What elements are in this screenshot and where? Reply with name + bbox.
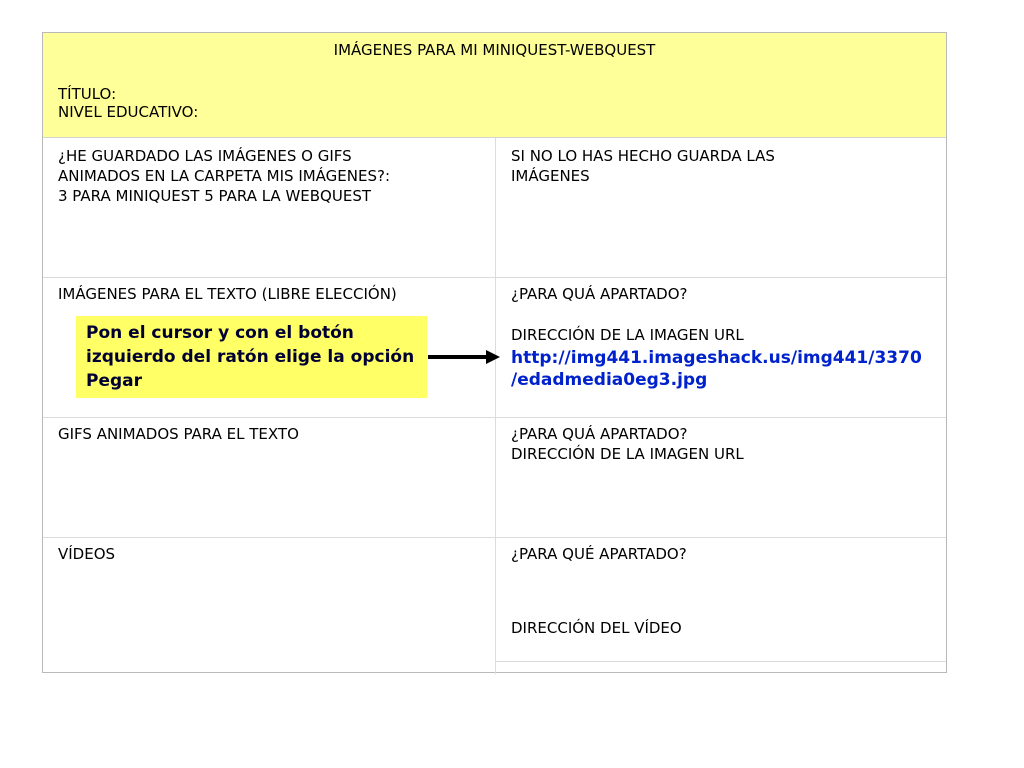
question-line: 3 PARA MINIQUEST 5 PARA LA WEBQUEST	[58, 187, 372, 205]
paste-instruction-note	[76, 316, 427, 398]
instruction-line: SI NO LO HAS HECHO GUARDA LAS	[511, 147, 775, 165]
image-url-line1[interactable]: http://img441.imageshack.us/img441/3370	[511, 348, 922, 368]
note-line: Pegar	[86, 371, 143, 391]
section-question: ¿PARA QUÉ APARTADO?	[511, 545, 687, 563]
question-line: ¿HE GUARDADO LAS IMÁGENES O GIFS	[58, 147, 352, 165]
row4-left-cell	[43, 538, 495, 674]
page-title: IMÁGENES PARA MI MINIQUEST-WEBQUEST	[333, 41, 656, 59]
row3-right-cell	[496, 418, 946, 537]
row1-right-cell	[496, 138, 946, 277]
image-url-link[interactable]	[511, 347, 936, 391]
row1-left-cell	[43, 138, 495, 277]
arrow-right-icon	[428, 349, 500, 365]
section-question: ¿PARA QUÁ APARTADO?	[511, 425, 688, 443]
gifs-label: GIFS ANIMADOS PARA EL TEXTO	[58, 425, 299, 443]
videos-label: VÍDEOS	[58, 545, 116, 563]
note-line: Pon el cursor y con el botón	[86, 323, 354, 343]
nivel-educativo-label: NIVEL EDUCATIVO:	[58, 103, 199, 121]
url-label: DIRECCIÓN DE LA IMAGEN URL	[511, 326, 744, 344]
video-url-label: DIRECCIÓN DEL VÍDEO	[511, 619, 682, 637]
section-question: ¿PARA QUÁ APARTADO?	[511, 285, 688, 303]
row-divider	[495, 661, 946, 662]
row3-left-cell	[43, 418, 495, 537]
image-url-line2[interactable]: /edadmedia0eg3.jpg	[511, 370, 708, 390]
header-section	[43, 33, 946, 138]
images-text-label: IMÁGENES PARA EL TEXTO (LIBRE ELECCIÓN)	[58, 285, 397, 303]
instruction-line: IMÁGENES	[511, 167, 590, 185]
titulo-label: TÍTULO:	[58, 85, 117, 103]
question-line: ANIMADOS EN LA CARPETA MIS IMÁGENES?:	[58, 167, 391, 185]
row4-right-cell	[496, 538, 946, 661]
row2-right-cell	[496, 278, 946, 417]
note-line: izquierdo del ratón elige la opción	[86, 347, 415, 367]
url-label: DIRECCIÓN DE LA IMAGEN URL	[511, 445, 744, 463]
